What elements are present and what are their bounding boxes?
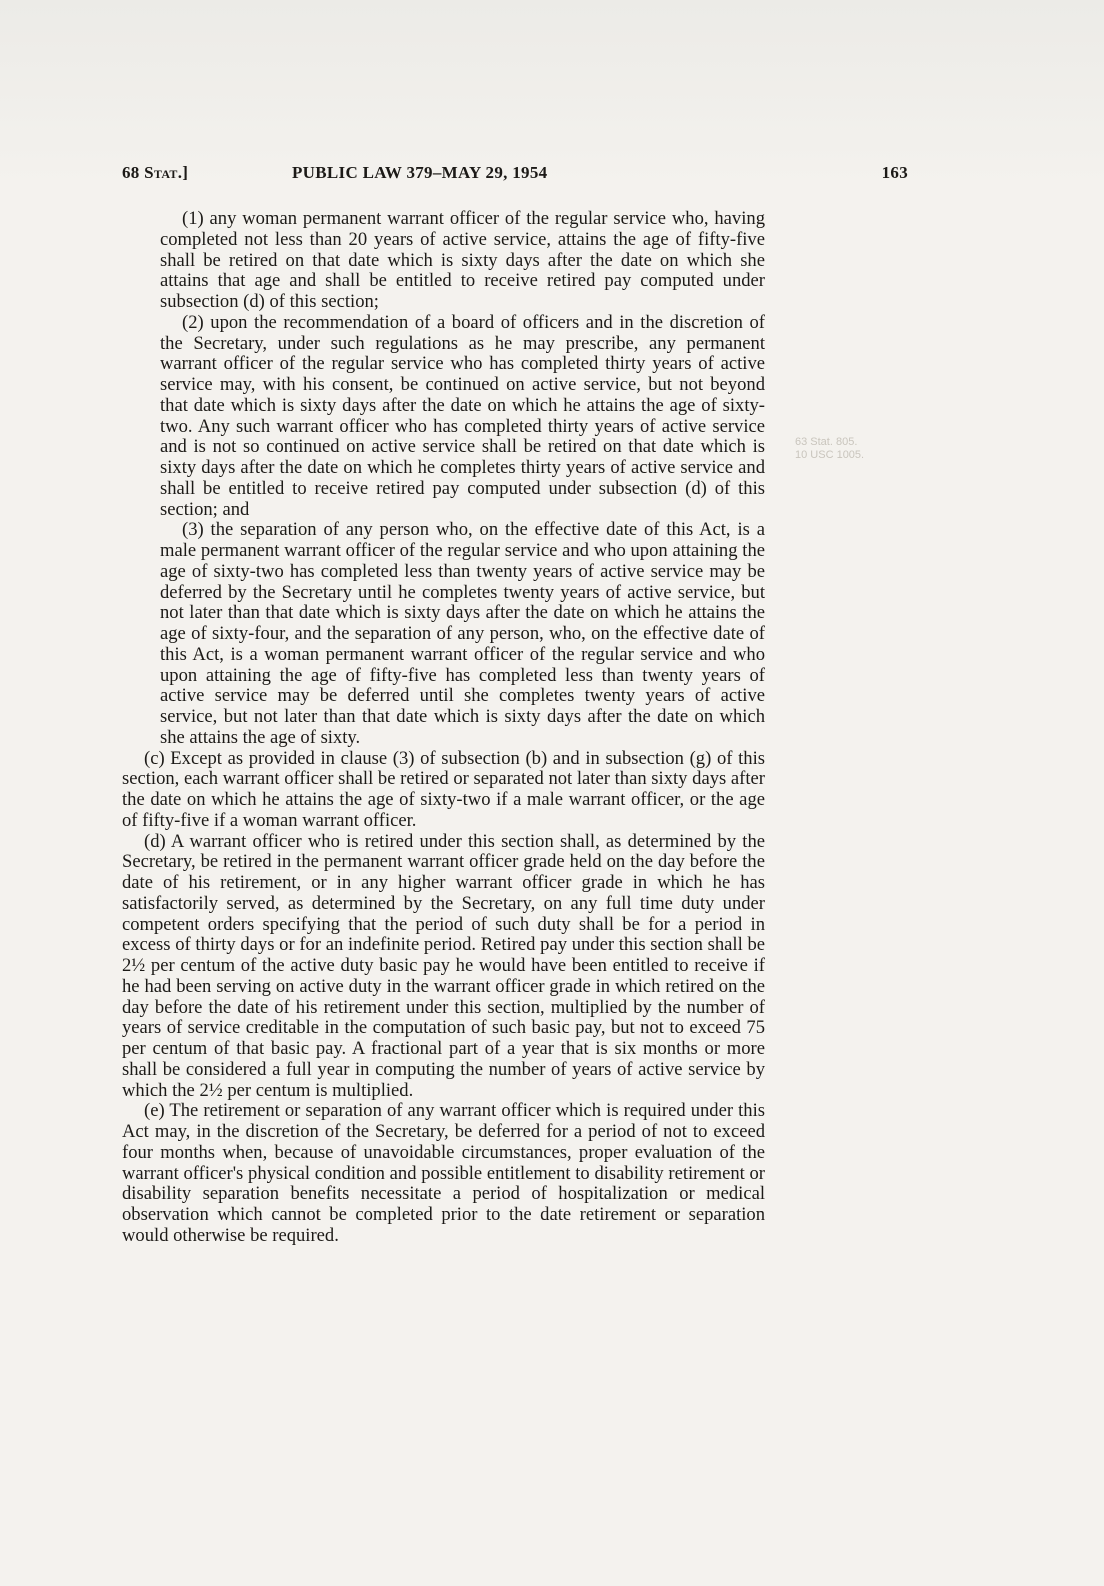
margin-note-citation: 63 Stat. 805. xyxy=(795,436,858,448)
margin-note-usc: 10 USC 1005. xyxy=(795,449,865,461)
page-header xyxy=(122,163,908,185)
public-law-title: PUBLIC LAW 379–MAY 29, 1954 xyxy=(292,163,548,182)
paragraph-subsection-e: (e) The retirement or separation of any warrant officer which is required under this Act may, in the discretion of the Secretary, be deferred for a period of not to exceed four months when, because of unavoidable circumstances, proper evaluation of the warrant officer's physical condition and possible entitlement to disability retirement or disability separation benefits necessitate a period of hospitalization or medical observation which cannot be completed prior to the date retirement or separation would otherwise be required. xyxy=(122,1100,765,1246)
document-body xyxy=(122,209,765,1247)
paragraph-clause-2: (2) upon the recommendation of a board of officers and in the discretion of the Secretary, under such regulations as he may prescribe, any permanent warrant officer of the regular service who has completed thirty years of active service may, with his consent, be continued on active service, but not beyond that date which is sixty days after the date on which he attains the age of sixty-two. Any such warrant officer who has completed thirty years of active service and is not so continued on active service shall be retired on that date which is sixty days after the date on which he completes thirty years of active service and shall be entitled to receive retired pay computed under subsection (d) of this section; and xyxy=(160,311,765,520)
page-number: 163 xyxy=(881,163,908,182)
subsection-b-clauses xyxy=(122,209,765,749)
statute-citation: 68 Stat.] xyxy=(122,163,189,182)
paragraph-subsection-c: (c) Except as provided in clause (3) of subsection (b) and in subsection (g) of this section, each warrant officer shall be retired or separated not later than sixty days after the date on which he attains the age of sixty-two if a male warrant officer, or the age of fifty-five if a woman warrant officer. xyxy=(122,747,765,831)
paragraph-clause-3: (3) the separation of any person who, on the effective date of this Act, is a male permanent warrant officer of the regular service and who upon attaining the age of sixty-two has completed less than twenty years of active service may be deferred by the Secretary until he completes twenty years of active service, but not later than that date which is sixty days after the date on which he attains the age of sixty-four, and the separation of any person, who, on the effective date of this Act, is a woman permanent warrant officer of the regular service and who upon attaining the age of fifty-five has completed less than twenty years of active service may be deferred until she completes twenty years of active service, but not later than that date which is sixty days after the date on which she attains the age of sixty. xyxy=(160,519,765,748)
paragraph-subsection-d: (d) A warrant officer who is retired under this section shall, as determined by the Secretary, be retired in the permanent warrant officer grade held on the day before the date of his retirement, or in any higher warrant officer grade in which he has satisfactorily served, as determined by the Secretary, on any full time duty under competent orders specifying that the period of such duty shall be for a period in excess of thirty days or for an indefinite period. Retired pay under this section shall be 2½ per centum of the active duty basic pay he would have been entitled to receive if he had been serving on active duty in the warrant officer grade in which retired on the day before the date of his retirement under this section, multiplied by the number of years of service creditable in the computation of such basic pay, but not to exceed 75 per centum of that basic pay. A fractional part of a year that is six months or more shall be considered a full year in computing the number of years of active service by which the 2½ per centum is multiplied. xyxy=(122,830,765,1101)
paragraph-clause-1: (1) any woman permanent warrant officer of the regular service who, having completed not less than 20 years of active service, attains the age of fifty-five shall be retired on that date which is sixty days after the date on which she attains that age and shall be entitled to receive retired pay computed under subsection (d) of this section; xyxy=(160,208,765,312)
